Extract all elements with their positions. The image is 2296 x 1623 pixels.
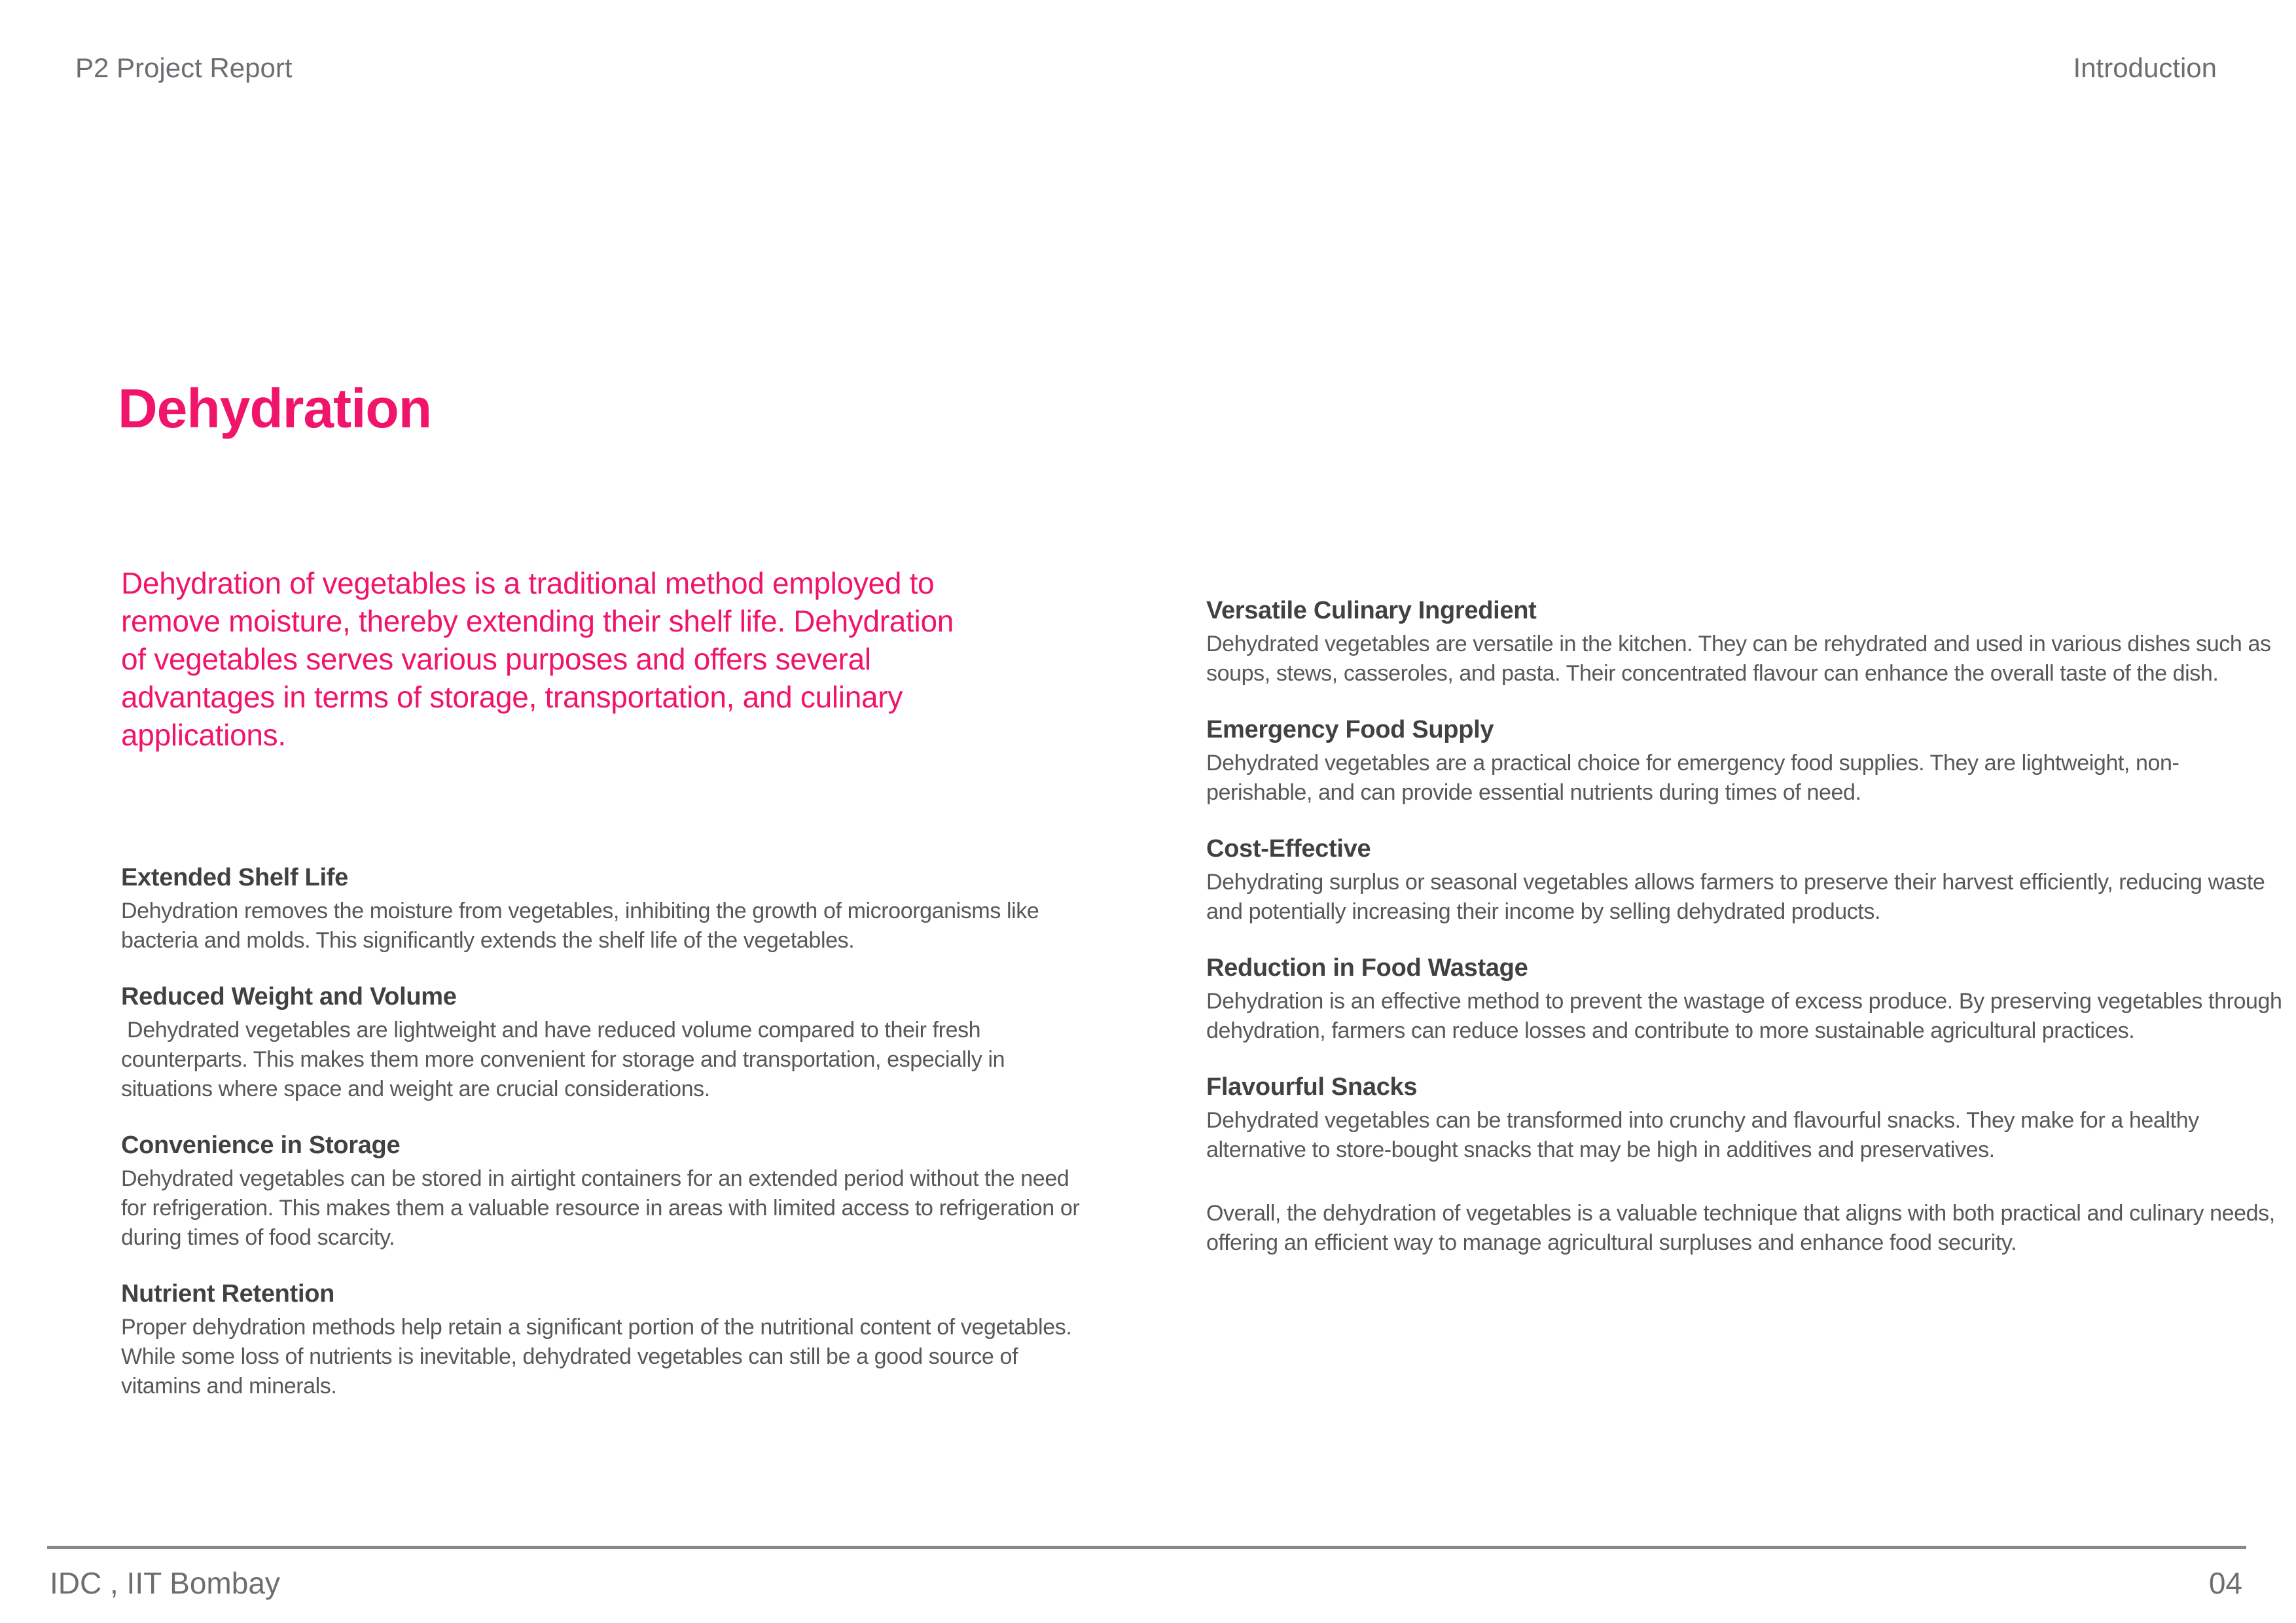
section-body: Dehydrated vegetables are a practical choice for emergency food supplies. They are lightweight, non-perishable, and can provide essential nutrients during times of need. — [1206, 751, 2179, 805]
page-number: 04 — [2208, 1566, 2242, 1600]
section-body: Dehydration removes the moisture from vegetables, inhibiting the growth of microorganisms like bacteria and molds. This significantly extends the shelf life of the vegetables. — [121, 899, 1045, 953]
section-heading: Flavourful Snacks — [1206, 1073, 1418, 1101]
intro-paragraph — [121, 564, 954, 754]
section-body: Dehydrating surplus or seasonal vegetables allows farmers to preserve their harvest efficiently, reducing waste and potentially increasing their income by selling dehydrated products. — [1206, 870, 2271, 924]
section-heading: Versatile Culinary Ingredient — [1206, 597, 1537, 624]
section-heading: Reduced Weight and Volume — [121, 983, 457, 1010]
section-flavourful-snacks — [1206, 1072, 2283, 1165]
section-heading: Nutrient Retention — [121, 1280, 335, 1308]
left-column — [121, 863, 1090, 1427]
section-heading: Emergency Food Supply — [1206, 716, 1494, 743]
section-reduced-weight-and-volume — [121, 982, 1090, 1104]
section-body: Proper dehydration methods help retain a significant portion of the nutritional content of vegetables. While some loss of nutrients is inevitable, dehydrated vegetables can still be a good source of vitamins and minerals. — [121, 1315, 1078, 1399]
header-chapter-name: Introduction — [2073, 52, 2217, 83]
intro-line: remove moisture, thereby extending their shelf life. Dehydration — [121, 604, 954, 638]
header-report-name: P2 Project Report — [75, 52, 293, 83]
section-body: Dehydrated vegetables are lightweight and have reduced volume compared to their fresh counterparts. This makes them more convenient for storage and transportation, especially in situations where space and weight are crucial considerations. — [121, 1018, 1011, 1101]
section-body: Dehydrated vegetables can be transformed into crunchy and flavourful snacks. They make for a healthy alternative to store-bought snacks that may be high in additives and preservatives. — [1206, 1108, 2205, 1162]
footer-institution: IDC , IIT Bombay — [50, 1566, 280, 1600]
section-reduction-in-food-wastage — [1206, 953, 2288, 1046]
section-body: Dehydration is an effective method to prevent the wastage of excess produce. By preserving vegetables through dehydration, farmers can reduce losses and contribute to more sustainable agricultural practices. — [1206, 989, 2288, 1043]
section-nutrient-retention — [121, 1279, 1090, 1401]
section-cost-effective — [1206, 834, 2283, 927]
section-extended-shelf-life — [121, 863, 1090, 955]
section-heading: Reduction in Food Wastage — [1206, 954, 1528, 982]
right-column — [1206, 596, 2288, 1258]
section-body: Dehydrated vegetables are versatile in the kitchen. They can be rehydrated and used in various dishes such as soups, stews, casseroles, and pasta. Their concentrated flavour can enhance the overall taste of the dish. — [1206, 632, 2277, 686]
section-body: Dehydrated vegetables can be stored in airtight containers for an extended period without the need for refrigeration. This makes them a valuable resource in areas with limited access to refrigeration or during times of food scarcity. — [121, 1166, 1086, 1250]
intro-line: Dehydration of vegetables is a traditional method employed to — [121, 566, 935, 600]
closing-paragraph: Overall, the dehydration of vegetables is a valuable technique that aligns with both practical and culinary needs, offering an efficient way to manage agricultural surpluses and enhance food security. — [1206, 1201, 2281, 1255]
intro-line: applications. — [121, 718, 286, 752]
intro-line: of vegetables serves various purposes and offers several — [121, 642, 871, 676]
section-versatile-culinary-ingredient — [1206, 596, 2283, 688]
section-convenience-in-storage — [121, 1130, 1090, 1253]
page-title: Dehydration — [118, 378, 432, 440]
section-heading: Convenience in Storage — [121, 1132, 401, 1159]
intro-line: advantages in terms of storage, transportation, and culinary — [121, 680, 903, 714]
section-heading: Extended Shelf Life — [121, 864, 348, 891]
section-emergency-food-supply — [1206, 715, 2283, 808]
footer-divider-rule — [47, 1546, 2246, 1549]
section-heading: Cost-Effective — [1206, 835, 1371, 863]
